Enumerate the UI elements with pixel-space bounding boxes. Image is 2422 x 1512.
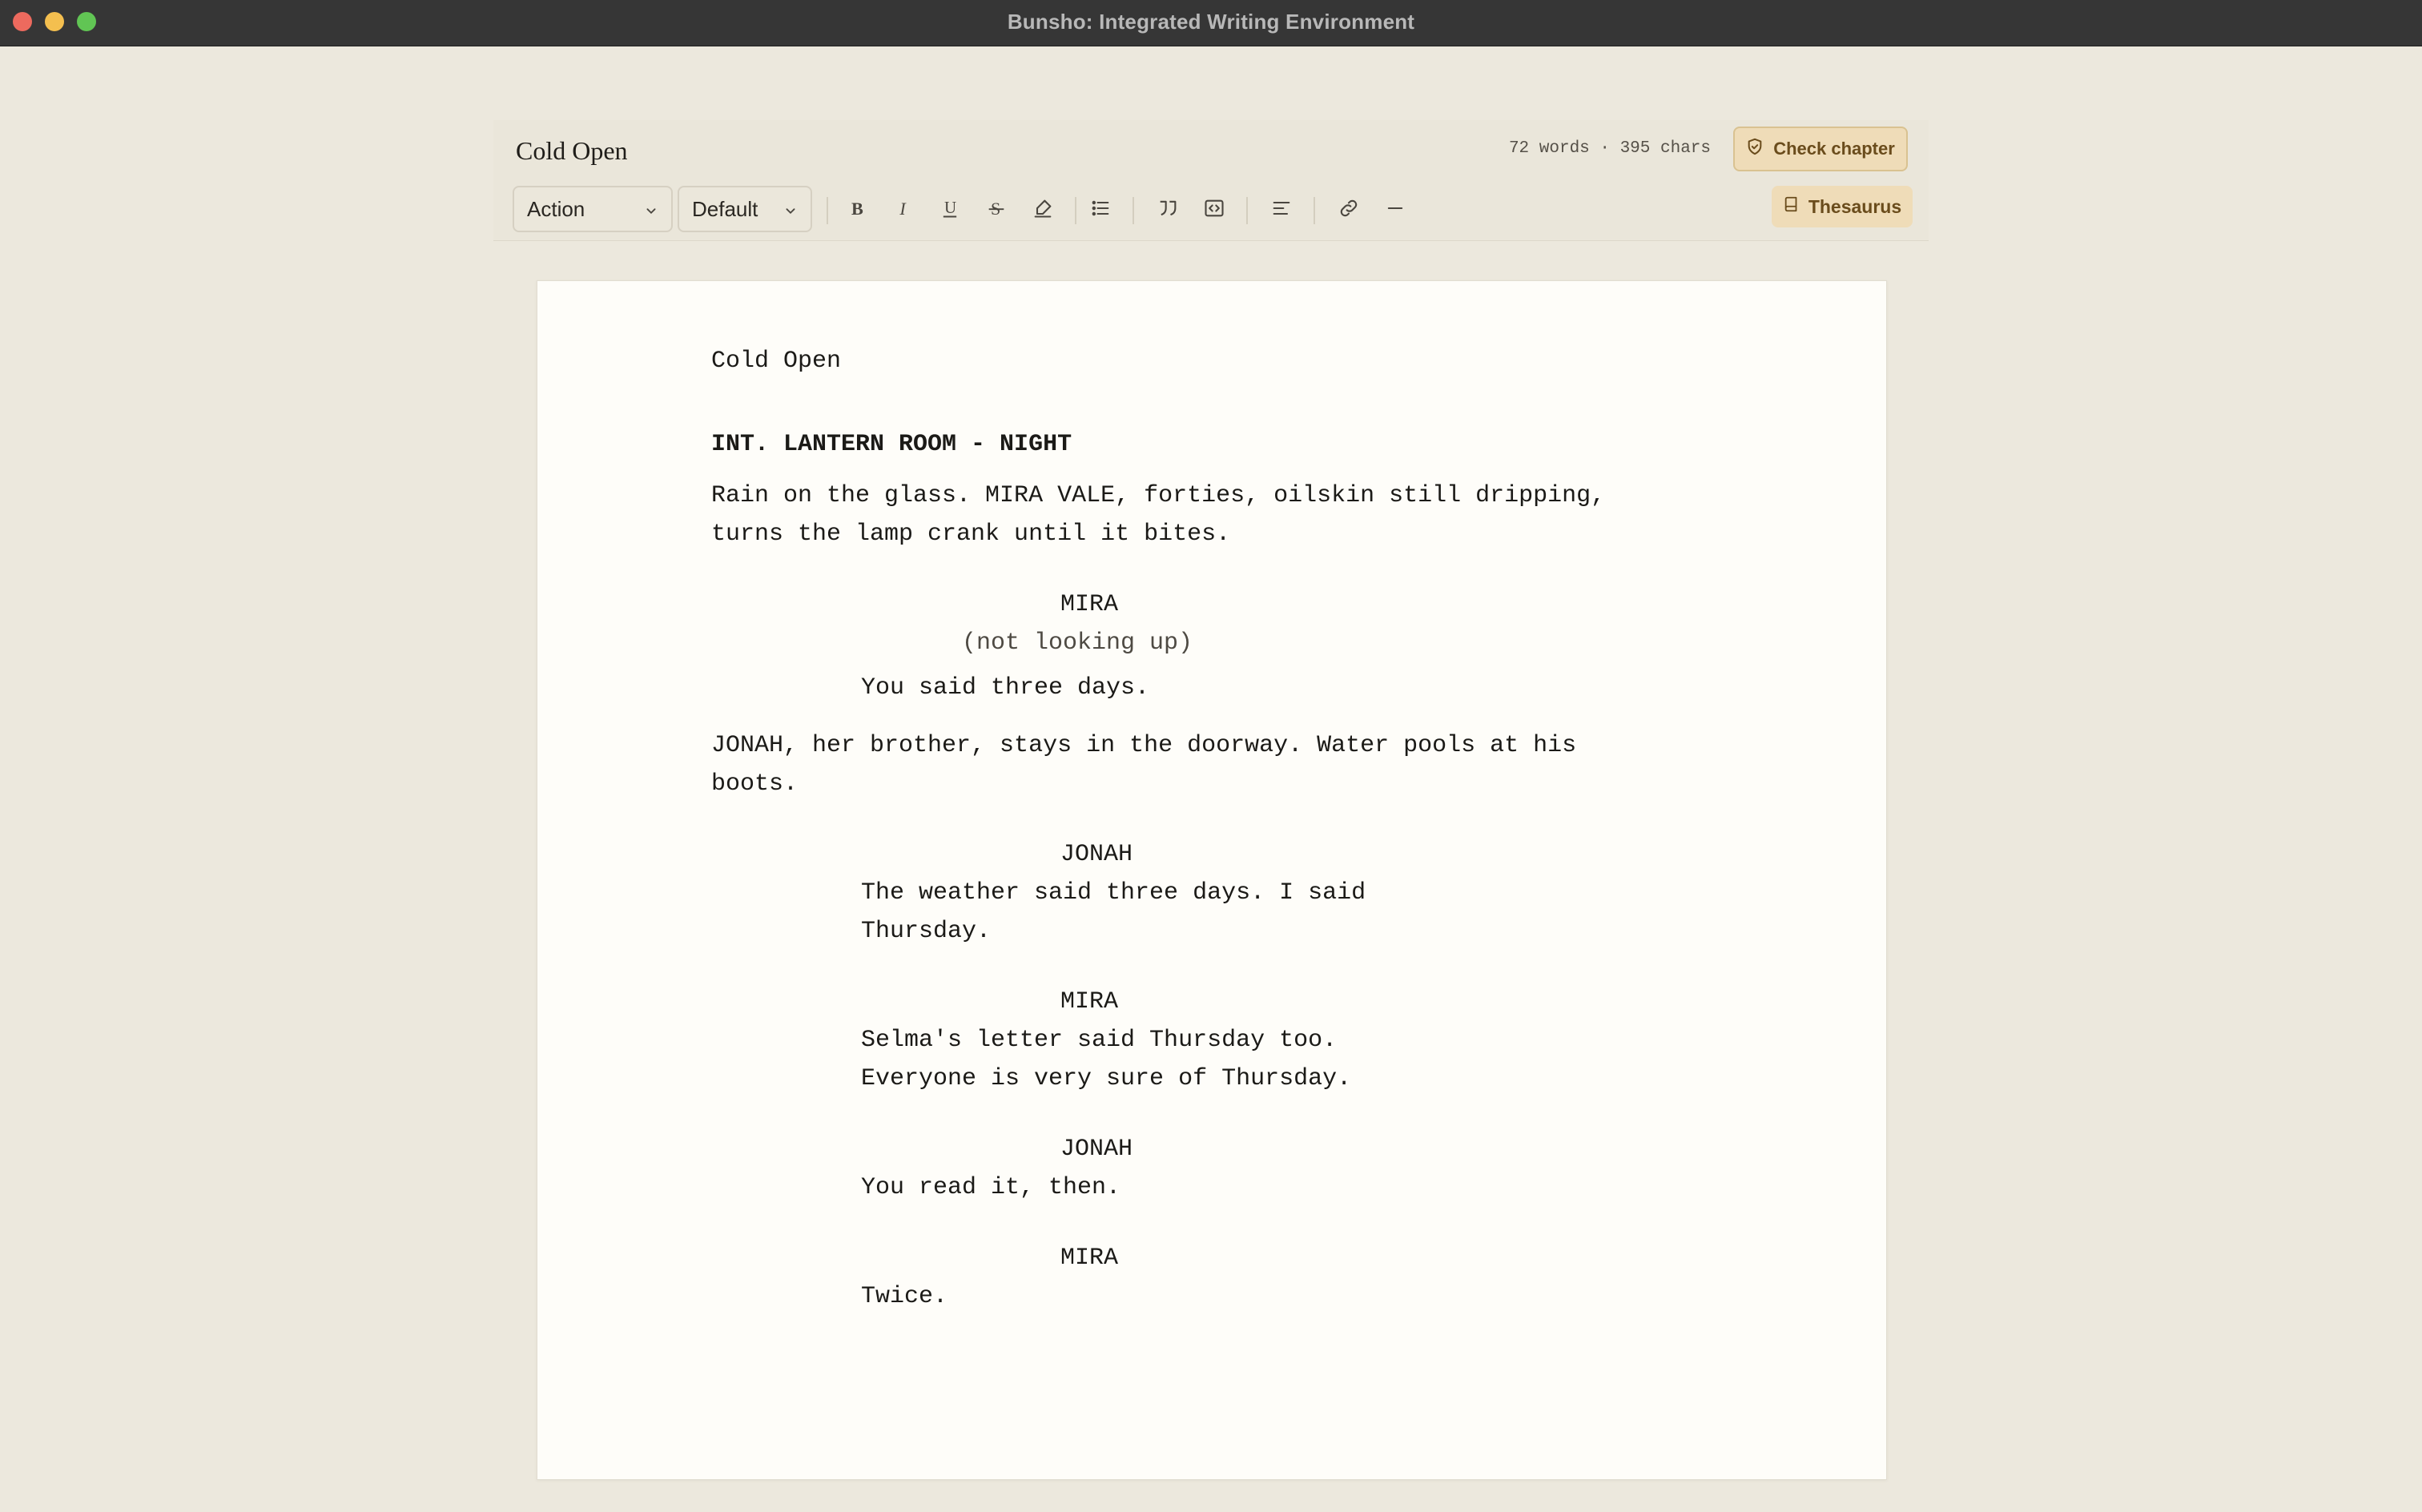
chevron-down-icon	[642, 200, 660, 225]
thesaurus-label: Thesaurus	[1808, 195, 1902, 217]
italic-button[interactable]	[889, 195, 918, 224]
strikethrough-icon	[985, 197, 1008, 223]
character-cue: MIRA	[1060, 988, 1119, 1015]
character-cue: JONAH	[1060, 841, 1133, 868]
style-value: Default	[692, 196, 758, 221]
dialogue-line: You read it, then.	[861, 1174, 1121, 1201]
character-cue: MIRA	[1060, 591, 1119, 618]
toolbar-divider	[827, 197, 828, 224]
highlight-button[interactable]	[1028, 195, 1057, 224]
toolbar-divider	[1133, 197, 1134, 224]
underline-button[interactable]	[935, 195, 964, 224]
dialogue-line: Twice.	[861, 1283, 948, 1310]
dialogue-line: Thursday.	[861, 918, 992, 945]
check-chapter-button[interactable]	[1733, 127, 1908, 171]
svg-text:S: S	[991, 198, 1001, 219]
bullet-list-button[interactable]	[1086, 195, 1115, 224]
svg-text:B: B	[851, 198, 863, 219]
window-title: Bunsho: Integrated Writing Environment	[1007, 10, 1415, 34]
horizontal-rule-button[interactable]	[1381, 195, 1410, 224]
script-title: Cold Open	[711, 348, 842, 375]
bold-icon	[846, 197, 868, 223]
block-type-select[interactable]	[513, 186, 673, 232]
toolbar-divider	[1314, 197, 1315, 224]
quote-button[interactable]	[1153, 195, 1182, 224]
word-count-stats: 72 words · 395 chars	[1508, 139, 1711, 158]
scene-heading: INT. LANTERN ROOM - NIGHT	[711, 431, 1072, 458]
dialogue-line: Selma's letter said Thursday too.	[861, 1027, 1338, 1054]
shield-check-icon	[1746, 138, 1764, 160]
svg-text:I: I	[899, 198, 906, 219]
svg-text:U: U	[944, 197, 957, 217]
chevron-down-icon	[782, 200, 799, 225]
document-title: Cold Open	[516, 136, 628, 165]
bullet-list-icon	[1089, 197, 1112, 223]
code-block-button[interactable]	[1200, 195, 1229, 224]
parenthetical: (not looking up)	[962, 629, 1193, 657]
book-icon	[1783, 195, 1800, 218]
action-line: JONAH, her brother, stays in the doorway. Water pools at his	[711, 732, 1577, 759]
dialogue-line: The weather said three days. I said	[861, 879, 1366, 907]
toolbar-divider	[1075, 197, 1076, 224]
editor-header	[493, 120, 1929, 241]
bold-button[interactable]	[843, 195, 871, 224]
script-page[interactable]	[537, 280, 1887, 1480]
link-icon	[1338, 197, 1360, 223]
character-cue: JONAH	[1060, 1136, 1133, 1163]
underline-icon	[939, 197, 961, 223]
window-titlebar	[0, 0, 2422, 46]
divider-icon	[1384, 197, 1406, 223]
dialogue-line: You said three days.	[861, 674, 1150, 702]
strikethrough-button[interactable]	[982, 195, 1011, 224]
action-line: Rain on the glass. MIRA VALE, forties, oilskin still dripping,	[711, 482, 1606, 509]
dialogue-line: Everyone is very sure of Thursday.	[861, 1065, 1352, 1092]
align-button[interactable]	[1267, 195, 1296, 224]
align-left-icon	[1270, 197, 1293, 223]
action-line: turns the lamp crank until it bites.	[711, 521, 1231, 548]
italic-icon	[892, 197, 915, 223]
link-button[interactable]	[1334, 195, 1363, 224]
action-line: boots.	[711, 770, 799, 798]
formatting-toolbar	[513, 186, 1913, 234]
style-select[interactable]	[678, 186, 812, 232]
thesaurus-button[interactable]	[1772, 186, 1913, 227]
character-cue: MIRA	[1060, 1245, 1119, 1272]
code-block-icon	[1203, 197, 1225, 223]
quote-icon	[1157, 197, 1179, 223]
block-type-value: Action	[527, 196, 585, 221]
check-chapter-label: Check chapter	[1773, 139, 1895, 159]
highlighter-icon	[1032, 197, 1054, 223]
toolbar-divider	[1246, 197, 1248, 224]
